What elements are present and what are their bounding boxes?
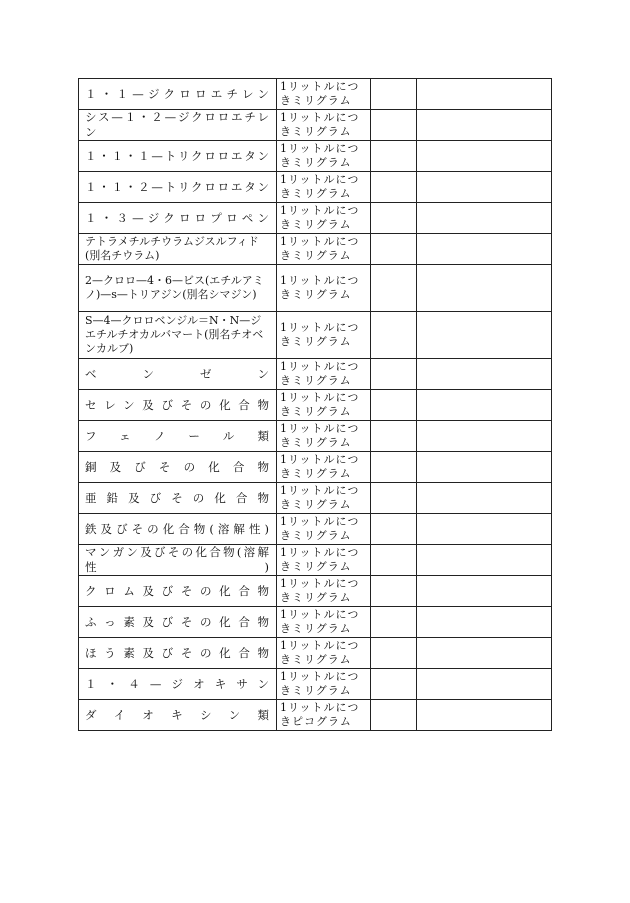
table-row — [79, 483, 552, 514]
value-cell-2 — [417, 638, 552, 669]
substance-name: クロム及びその化合物 — [79, 576, 277, 607]
value-cell-1 — [371, 514, 417, 545]
value-cell-2 — [417, 700, 552, 731]
value-cell-1 — [371, 576, 417, 607]
value-cell-1 — [371, 700, 417, 731]
substance-name: １・４—ジオキサン — [79, 669, 277, 700]
value-cell-2 — [417, 234, 552, 265]
table-row — [79, 700, 552, 731]
value-cell-2 — [417, 576, 552, 607]
table-row — [79, 390, 552, 421]
value-cell-2 — [417, 79, 552, 110]
unit-cell: 1リットルにつきミリグラム — [277, 79, 371, 110]
value-cell-1 — [371, 359, 417, 390]
substance-name: マンガン及びその化合物(溶解性) — [79, 545, 277, 576]
value-cell-1 — [371, 390, 417, 421]
value-cell-1 — [371, 607, 417, 638]
value-cell-2 — [417, 172, 552, 203]
substance-name: １・３—ジクロロプロペン — [79, 203, 277, 234]
value-cell-2 — [417, 483, 552, 514]
unit-cell: 1リットルにつきミリグラム — [277, 390, 371, 421]
substance-name: １・１—ジクロロエチレン — [79, 79, 277, 110]
table-row — [79, 203, 552, 234]
value-cell-1 — [371, 234, 417, 265]
substance-name: S—4—クロロベンジル＝N・N—ジエチルチオカルバマート(別名チオベンカルブ) — [79, 312, 277, 359]
value-cell-2 — [417, 545, 552, 576]
substance-name: シス—１・２—ジクロロエチレン — [79, 110, 277, 141]
table-row — [79, 265, 552, 312]
unit-cell: 1リットルにつきミリグラム — [277, 514, 371, 545]
value-cell-1 — [371, 312, 417, 359]
substance-name: テトラメチルチウラムジスルフィド(別名チウラム) — [79, 234, 277, 265]
unit-cell: 1リットルにつきミリグラム — [277, 203, 371, 234]
value-cell-1 — [371, 265, 417, 312]
value-cell-2 — [417, 312, 552, 359]
table-row — [79, 545, 552, 576]
substance-name: 鉄及びその化合物(溶解性) — [79, 514, 277, 545]
value-cell-2 — [417, 514, 552, 545]
value-cell-1 — [371, 545, 417, 576]
table-row — [79, 312, 552, 359]
table-row — [79, 669, 552, 700]
table-row — [79, 110, 552, 141]
unit-cell: 1リットルにつきミリグラム — [277, 312, 371, 359]
table-row — [79, 576, 552, 607]
table-row — [79, 452, 552, 483]
table-row — [79, 421, 552, 452]
value-cell-2 — [417, 141, 552, 172]
table-row — [79, 172, 552, 203]
value-cell-1 — [371, 638, 417, 669]
unit-cell: 1リットルにつきミリグラム — [277, 545, 371, 576]
unit-cell: 1リットルにつきミリグラム — [277, 265, 371, 312]
substance-name: ほう素及びその化合物 — [79, 638, 277, 669]
value-cell-1 — [371, 669, 417, 700]
unit-cell: 1リットルにつきミリグラム — [277, 421, 371, 452]
value-cell-2 — [417, 203, 552, 234]
substance-name: ダイオキシン類 — [79, 700, 277, 731]
unit-cell: 1リットルにつきミリグラム — [277, 172, 371, 203]
unit-cell: 1リットルにつきミリグラム — [277, 607, 371, 638]
unit-cell: 1リットルにつきミリグラム — [277, 452, 371, 483]
value-cell-2 — [417, 359, 552, 390]
table-row — [79, 79, 552, 110]
value-cell-1 — [371, 452, 417, 483]
value-cell-1 — [371, 79, 417, 110]
unit-cell: 1リットルにつきミリグラム — [277, 359, 371, 390]
value-cell-2 — [417, 669, 552, 700]
value-cell-1 — [371, 172, 417, 203]
value-cell-2 — [417, 265, 552, 312]
unit-cell: 1リットルにつきミリグラム — [277, 576, 371, 607]
unit-cell: 1リットルにつきミリグラム — [277, 141, 371, 172]
substance-name: １・１・１—トリクロロエタン — [79, 141, 277, 172]
substance-standards-table — [78, 78, 552, 731]
substance-name: １・１・２—トリクロロエタン — [79, 172, 277, 203]
table-row — [79, 234, 552, 265]
table-row — [79, 514, 552, 545]
value-cell-2 — [417, 390, 552, 421]
value-cell-2 — [417, 452, 552, 483]
unit-cell: 1リットルにつきピコグラム — [277, 700, 371, 731]
unit-cell: 1リットルにつきミリグラム — [277, 669, 371, 700]
unit-cell: 1リットルにつきミリグラム — [277, 638, 371, 669]
value-cell-2 — [417, 421, 552, 452]
substance-name: ふっ素及びその化合物 — [79, 607, 277, 638]
value-cell-1 — [371, 483, 417, 514]
value-cell-1 — [371, 203, 417, 234]
unit-cell: 1リットルにつきミリグラム — [277, 483, 371, 514]
substance-name: 銅及びその化合物 — [79, 452, 277, 483]
substance-name: 亜鉛及びその化合物 — [79, 483, 277, 514]
table-row — [79, 638, 552, 669]
value-cell-1 — [371, 141, 417, 172]
substance-name: セレン及びその化合物 — [79, 390, 277, 421]
value-cell-2 — [417, 607, 552, 638]
value-cell-1 — [371, 421, 417, 452]
substance-name: フェノール類 — [79, 421, 277, 452]
substance-name: ベンゼン — [79, 359, 277, 390]
table-row — [79, 607, 552, 638]
substance-name: 2—クロロ—4・6—ビス(エチルアミノ)—s—トリアジン(別名シマジン) — [79, 265, 277, 312]
unit-cell: 1リットルにつきミリグラム — [277, 234, 371, 265]
table-row — [79, 141, 552, 172]
table-row — [79, 359, 552, 390]
value-cell-1 — [371, 110, 417, 141]
value-cell-2 — [417, 110, 552, 141]
unit-cell: 1リットルにつきミリグラム — [277, 110, 371, 141]
